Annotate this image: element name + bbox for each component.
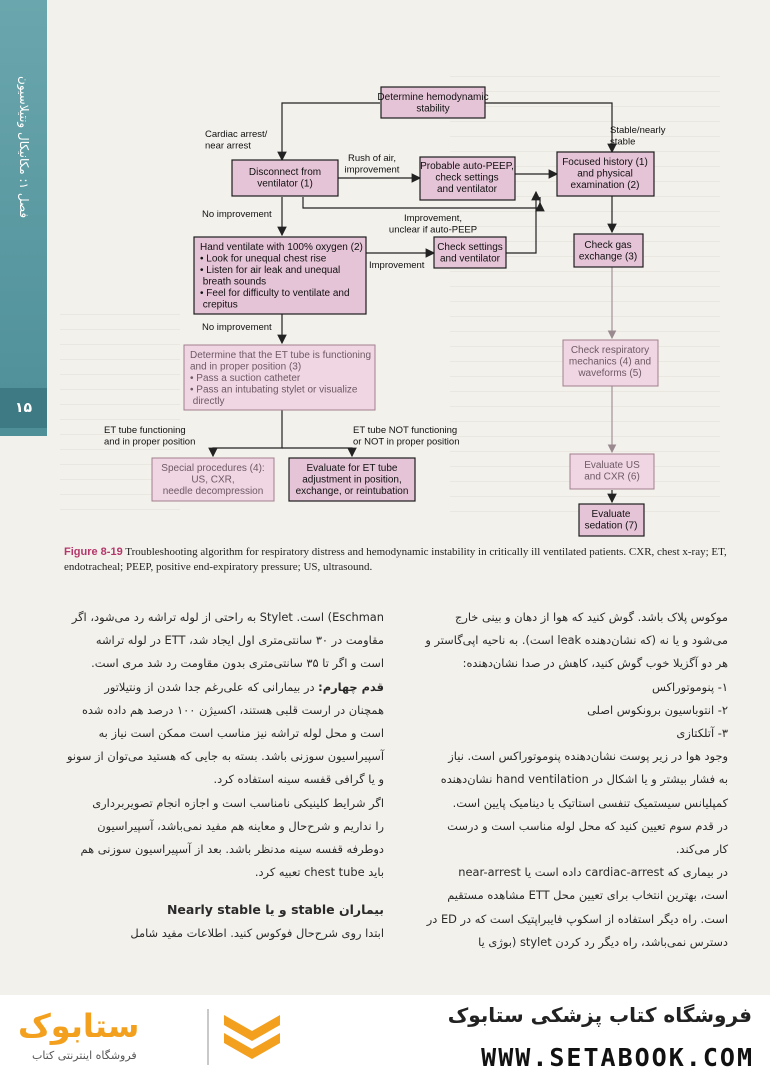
text-line: Special procedures (4): <box>161 463 265 474</box>
text-line: and ventilator <box>439 253 501 265</box>
text-line: Check respiratory <box>570 345 650 356</box>
text-line: Eschman) است. Stylet به راحتی از لوله تراشه رد می‌شود، اگر <box>71 610 384 624</box>
text-line: Check settings <box>437 242 503 253</box>
box-text-disconnect <box>249 167 321 190</box>
text-line: آسپیراسیون سوزنی باشد. بسته به جایی که هستید می‌توان از سونو <box>66 749 384 764</box>
left-text-column <box>60 606 384 945</box>
text-line: • Look for unequal chest rise <box>200 253 327 265</box>
text-line: است. راه دیگر استفاده از اسکوپ فایبراپتیک است که در ED در <box>426 911 728 926</box>
text-line: • Feel for difficulty to ventilate and <box>200 288 350 299</box>
label-no-improvement-2: No improvement <box>202 322 272 333</box>
text-line: stable <box>610 136 636 148</box>
text-line: Evaluate <box>591 509 631 520</box>
text-line: waveforms (5) <box>578 368 642 379</box>
text-line: Evaluate for ET tube <box>306 463 398 474</box>
text-line: Evaluate US <box>584 460 640 471</box>
label-et-functioning <box>104 425 195 448</box>
box-text-sedation <box>585 509 638 532</box>
text-line: در بیماری که cardiac-arrest داده است یا near-arrest <box>458 865 728 880</box>
page-number: ۱۵ <box>0 388 47 428</box>
text-line: US, CXR, <box>191 474 235 486</box>
text-line: improvement <box>344 164 400 176</box>
text-line: کمپلیانس سیستمیک تنفسی استاتیک یا دینامیک پایین است. <box>452 795 728 810</box>
text-line: Focused history (1) <box>562 157 648 168</box>
text-line: Stable/nearly <box>610 125 666 136</box>
text-line: unclear if auto-PEEP <box>388 224 478 236</box>
left-paragraph-1 <box>60 606 384 676</box>
logo-wordmark: ستابوک <box>18 1007 140 1045</box>
text-line: breath sounds <box>200 276 267 288</box>
text-line: ۱- پنوموتوراکس <box>652 679 728 694</box>
label-improvement-unclear <box>389 213 477 236</box>
section-heading: بیماران stable و یا Nearly stable <box>166 902 384 918</box>
store-footer <box>0 995 770 1080</box>
text-line: به فشار بیشتر و یا اشکال در hand ventilation نشان‌دهنده <box>440 772 728 787</box>
logo-subtitle: فروشگاه اینترنتی کتاب <box>32 1049 137 1062</box>
text-line: ۳- آتلکتازی <box>676 726 728 741</box>
store-title: فروشگاه کتاب پزشکی ستابوک <box>447 1003 752 1027</box>
box-text-checkvent <box>437 242 503 265</box>
text-line: and in proper position (3) <box>190 361 302 373</box>
footer-divider <box>207 1009 209 1065</box>
text-line: در قدم سوم تعیین کنید که محل لوله مناسب است و درست <box>447 818 728 833</box>
text-line: adjustment in position, <box>302 474 402 486</box>
text-line: or NOT in proper position <box>353 436 460 448</box>
box-text-mechanics <box>569 345 651 379</box>
caption-text: Troubleshooting algorithm for respiratory distress and hemodynamic instability in critically ill ventilated patients. CXR, chest x-ray; ET, endotracheal; PEEP, positive end-expiratory pressure; US, ultrasound. <box>64 546 727 573</box>
text-line: را نداریم و شرح‌حال و معاینه هم مفید نمی‌باشد، آسپیراسیون <box>97 818 384 833</box>
text-line: است، بهترین انتخاب برای تعیین محل ETT مشاهده مستقیم <box>447 888 728 903</box>
left-paragraph-3 <box>60 922 384 945</box>
text-line: and ventilator <box>436 184 498 195</box>
label-improvement: Improvement <box>369 260 425 271</box>
label-stable <box>610 125 666 148</box>
label-cardiac-arrest <box>205 129 268 152</box>
text-line: and CXR (6) <box>584 471 640 483</box>
text-line: است و محل لوله تراشه نیز مناسب است ممکن است نیاز به <box>98 726 384 741</box>
text-line: Improvement, <box>403 213 463 224</box>
text-line: examination (2) <box>570 180 640 191</box>
text-line: Cardiac arrest/ <box>205 129 268 140</box>
text-line: and in proper position <box>104 436 196 448</box>
text-line: Determine hemodynamic <box>377 92 489 103</box>
text-line: Determine that the ET tube is functioning <box>190 350 372 361</box>
text-line: • Listen for air leak and unequal <box>200 265 341 276</box>
text-line: check settings <box>435 172 499 184</box>
figure-number: Figure 8-19 <box>64 546 123 558</box>
text-line: • Pass an intubating stylet or visualize <box>190 384 358 396</box>
box-text-checkgas <box>579 240 637 263</box>
chevron-logo-icon <box>220 1009 284 1067</box>
text-line: directly <box>190 396 225 407</box>
text-line: Check gas <box>584 240 632 251</box>
step4-paragraph <box>60 676 384 699</box>
text-line: Disconnect from <box>248 167 322 178</box>
text-line: وجود هوا در زیر پوست نشان‌دهنده پنوموتوراکس است. نیاز <box>448 749 728 764</box>
box-text-evaluate <box>296 463 409 497</box>
text-line: موکوس پلاک باشد. گوش کنید که هوا از دهان و بینی خارج <box>454 610 728 624</box>
text-line: ET tube NOT functioning <box>353 425 458 436</box>
text-line: باید chest tube تعبیه کرد. <box>254 865 384 880</box>
text-line: and physical <box>577 168 633 180</box>
label-rush-of-air <box>345 153 400 176</box>
figure-caption <box>64 545 728 575</box>
text-line: دوطرفه قفسه سینه مدنظر باشد. بعد از آسپیراسیون سوزنی هم <box>80 842 384 857</box>
text-line: اگر شرایط کلینیکی نامناسب است و اجازه انجام تصویربرداری <box>92 795 384 810</box>
text-line: ابتدا روی شرح‌حال فوکوس کنید. اطلاعات مفید شامل <box>130 925 384 940</box>
text-line: exchange (3) <box>578 251 638 263</box>
text-line: ET tube functioning <box>104 425 186 436</box>
text-line: • Pass a suction catheter <box>190 373 301 384</box>
text-line: Probable auto-PEEP, <box>420 161 514 172</box>
step4-text: در بیمارانی که علی‌رغم جدا شدن از ونتیلاتور <box>104 679 319 694</box>
text-line: Rush of air, <box>347 153 397 164</box>
text-line: کار می‌کند. <box>675 842 728 857</box>
text-line: مقاومت در ۳۰ سانتی‌متری اول ایجاد شد، ETT در لوله تراشه <box>95 633 384 648</box>
text-line: stability <box>416 103 450 115</box>
box-text-us <box>584 460 640 483</box>
text-line: sedation (7) <box>584 520 638 532</box>
text-line: همچنان در ارست قلبی هستند، اکسیژن ۱۰۰ درصد هم داده شده <box>81 702 384 717</box>
left-paragraph-2 <box>60 699 384 885</box>
text-line: دسترس نمی‌باشد، راه دیگر رد کردن stylet (بوژی یا <box>478 934 728 949</box>
text-line: و یا گرافی قفسه سینه استفاده کرد. <box>213 772 384 787</box>
label-no-improvement-1: No improvement <box>202 209 272 220</box>
text-line: Hand ventilate with 100% oxygen (2) <box>200 242 363 253</box>
text-line: mechanics (4) and <box>568 356 652 368</box>
text-line: exchange, or reintubation <box>295 486 409 497</box>
text-line: هر دو آگزیلا خوب گوش کنید، کاهش در صدا نشان‌دهنده: <box>462 656 728 671</box>
text-line: needle decompression <box>162 486 264 497</box>
text-line: می‌شود و یا نه (که نشان‌دهنده leak است). به ناحیه اپی‌گاستر و <box>425 633 728 648</box>
text-line: near arrest <box>205 140 251 152</box>
step4-label: قدم چهارم: <box>318 679 384 694</box>
text-line: crepitus <box>200 299 238 311</box>
label-et-not-functioning <box>353 425 460 448</box>
right-text-column <box>404 606 728 954</box>
text-line: ventilator (1) <box>257 178 313 190</box>
text-line: است و اگر تا ۳۵ سانتی‌متری بدون مقاومت رد شد مری است. <box>91 656 384 671</box>
chapter-title: فصل ۱: مکانیکال ونتیلاسیون <box>17 75 31 219</box>
store-url[interactable]: WWW.SETABOOK.COM <box>481 1043 754 1072</box>
text-line: ۲- انتوباسیون برونکوس اصلی <box>587 702 728 717</box>
